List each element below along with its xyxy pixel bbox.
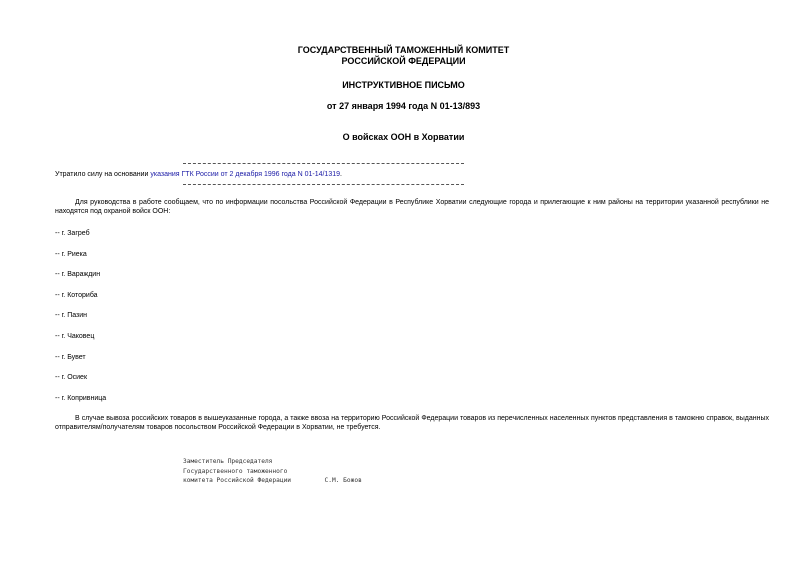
issuing-organization — [0, 45, 807, 67]
document-status — [55, 170, 342, 179]
signature-line-1: Заместитель Председателя — [183, 458, 273, 465]
document-type: ИНСТРУКТИВНОЕ ПИСЬМО — [342, 80, 465, 90]
status-divider-bottom — [183, 184, 464, 185]
list-item: -- г. Вараждин — [55, 271, 101, 278]
closing-text: В случае вывоза российских товаров в вышеуказанные города, а также ввоза на территорию Российской Федерации товаров из перечисленных населенных пунктов представления в таможню справок, выданных отправителям/получателям товаров посольством Российской Федерации в Хорватии, не требуется. — [55, 415, 769, 431]
signature-line-3: комитета Российской Федерации С.М. Божов — [183, 477, 362, 484]
signature-line-2: Государственного таможенного — [183, 467, 288, 475]
org-name-line-2: РОССИЙСКОЙ ФЕДЕРАЦИИ — [341, 56, 466, 66]
list-item: -- г. Чаковец — [55, 333, 95, 340]
status-divider-top — [183, 163, 464, 164]
list-item: -- г. Пазин — [55, 312, 88, 319]
repeal-reference-link[interactable]: указания ГТК России от 2 декабря 1996 года N 01-14/1319 — [150, 171, 341, 178]
document-date-number: от 27 января 1994 года N 01-13/893 — [326, 101, 481, 111]
document-subject: О войсках ООН в Хорватии — [342, 132, 465, 142]
intro-paragraph — [55, 198, 769, 216]
list-item: -- г. Загреб — [55, 230, 90, 237]
closing-paragraph — [55, 414, 769, 432]
status-suffix: . — [340, 171, 342, 178]
list-item: -- г. Копривница — [55, 395, 107, 402]
intro-text: Для руководства в работе сообщаем, что по информации посольства Российской Федерации в Республике Хорватии следующие города и прилегающие к ним районы на территории указанной республики не находятся под охраной войск ООН: — [55, 199, 769, 215]
list-item: -- г. Бувет — [55, 354, 86, 361]
signature-block — [183, 457, 362, 486]
status-prefix: Утратило силу на основании — [55, 171, 151, 178]
list-item: -- г. Риека — [55, 251, 87, 258]
list-item: -- г. Коториба — [55, 292, 98, 299]
list-item: -- г. Осиек — [55, 374, 88, 381]
org-name-line-1: ГОСУДАРСТВЕННЫЙ ТАМОЖЕННЫЙ КОМИТЕТ — [297, 45, 510, 55]
